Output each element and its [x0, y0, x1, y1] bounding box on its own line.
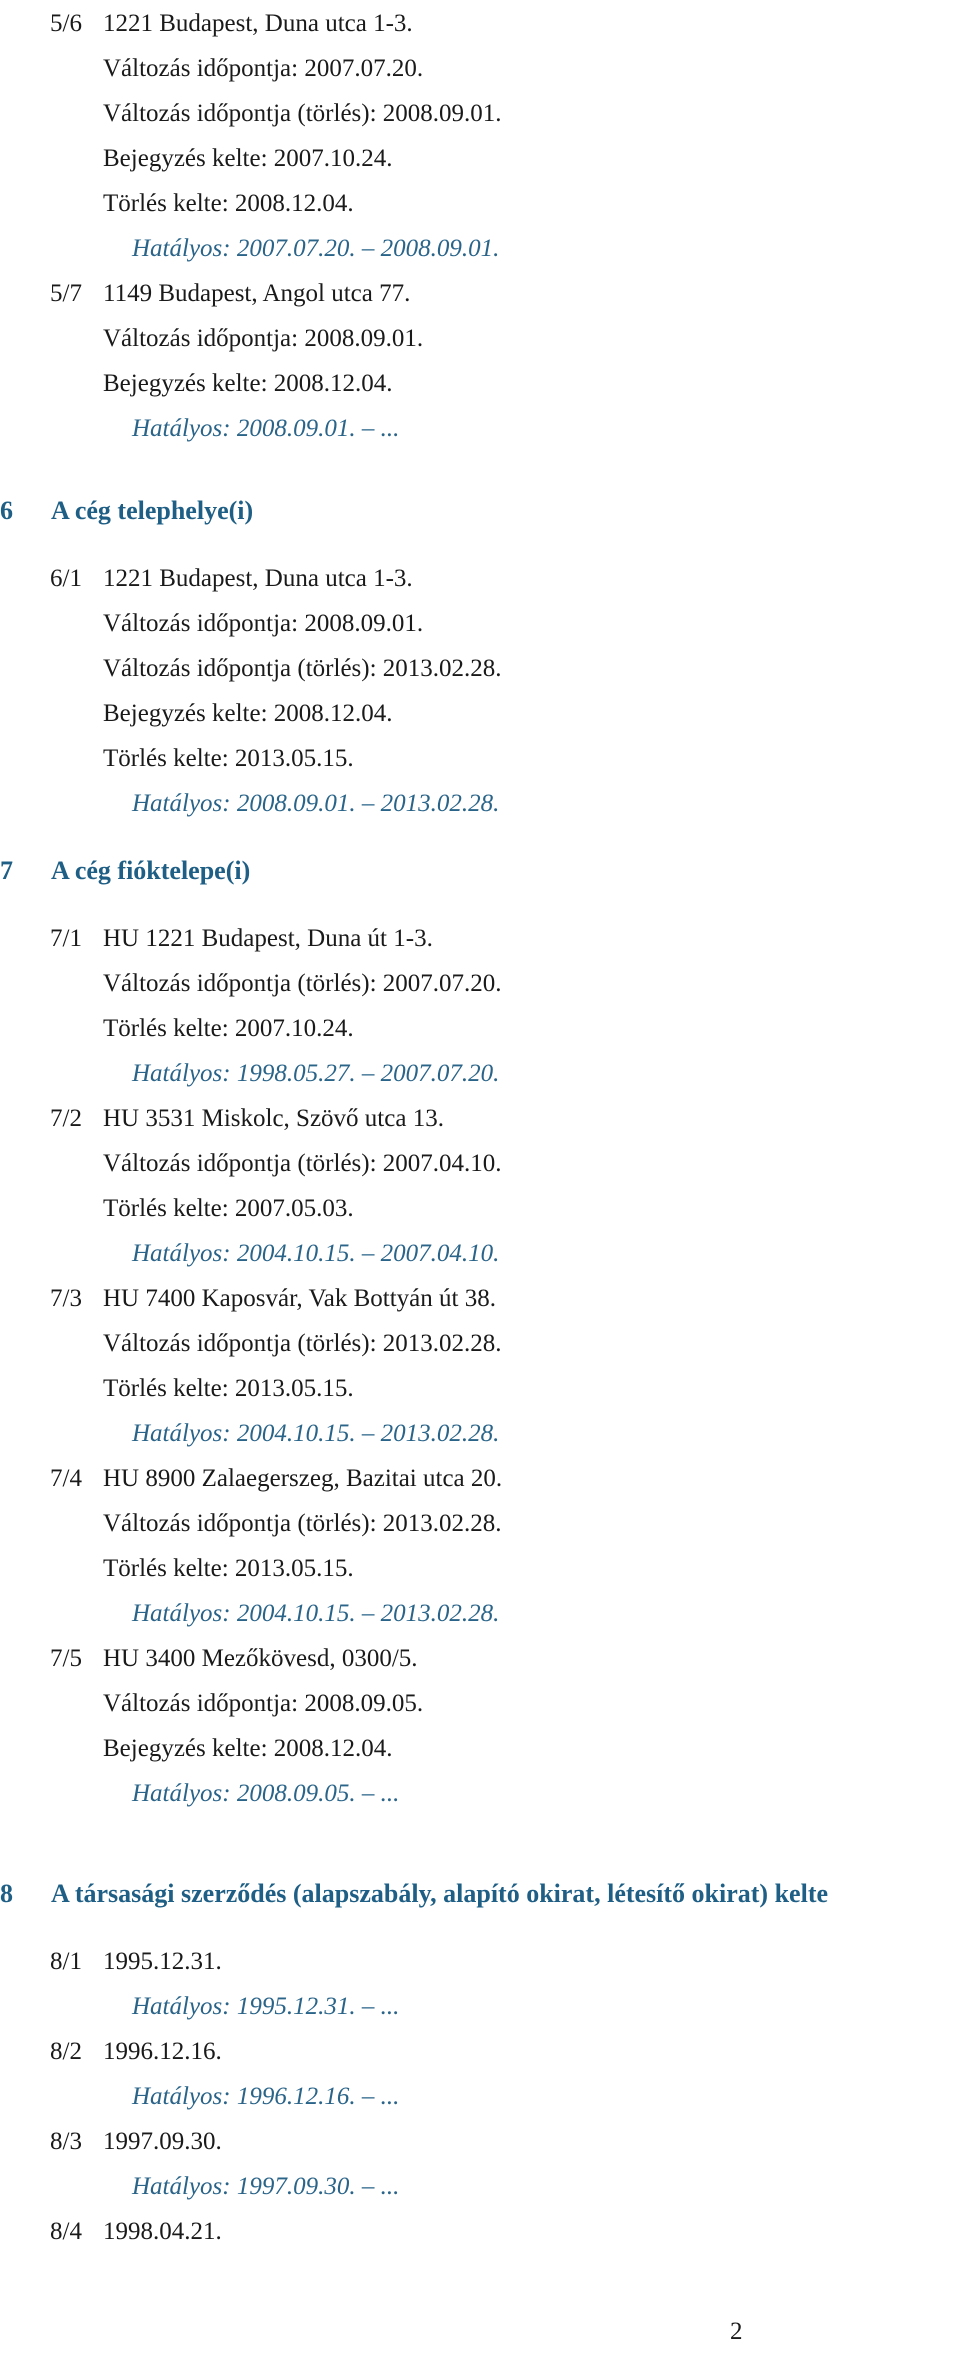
- entry-detail: Törlés kelte: 2013.05.15.: [103, 1555, 354, 1582]
- entry-detail: Változás időpontja: 2008.09.01.: [103, 610, 424, 637]
- entry-id: 5/6: [50, 10, 82, 37]
- entry-value: 1996.12.16.: [103, 2038, 222, 2065]
- entry-detail: Változás időpontja (törlés): 2013.02.28.: [103, 1330, 502, 1357]
- entry-value: HU 3400 Mezőkövesd, 0300/5.: [103, 1645, 418, 1672]
- entry-id: 8/3: [50, 2128, 82, 2155]
- entry-id: 7/5: [50, 1645, 82, 1672]
- entry-validity: Hatályos: 2007.07.20. – 2008.09.01.: [132, 235, 500, 262]
- entry-detail: Változás időpontja (törlés): 2008.09.01.: [103, 100, 502, 127]
- entry-value: 1149 Budapest, Angol utca 77.: [103, 280, 411, 307]
- entry-validity: Hatályos: 2008.09.01. – ...: [132, 415, 400, 442]
- entry-value: 1221 Budapest, Duna utca 1-3.: [103, 10, 413, 37]
- section-title: A cég fióktelepe(i): [51, 856, 251, 885]
- entry-id: 6/1: [50, 565, 82, 592]
- entry-detail: Változás időpontja (törlés): 2013.02.28.: [103, 655, 502, 682]
- entry-id: 7/2: [50, 1105, 82, 1132]
- entry-detail: Törlés kelte: 2008.12.04.: [103, 190, 354, 217]
- entry-detail: Változás időpontja: 2007.07.20.: [103, 55, 424, 82]
- entry-validity: Hatályos: 1998.05.27. – 2007.07.20.: [132, 1060, 500, 1087]
- section-heading: [0, 495, 253, 527]
- entry-value: HU 1221 Budapest, Duna út 1-3.: [103, 925, 433, 952]
- entry-detail: Bejegyzés kelte: 2008.12.04.: [103, 700, 393, 727]
- section-title: A társasági szerződés (alapszabály, alapító okirat, létesítő okirat) kelte: [51, 1879, 829, 1908]
- section-number: 8: [0, 1879, 13, 1908]
- entry-value: 1998.04.21.: [103, 2218, 222, 2245]
- entry-detail: Változás időpontja: 2008.09.01.: [103, 325, 424, 352]
- section-number: 7: [0, 856, 13, 885]
- entry-id: 8/2: [50, 2038, 82, 2065]
- entry-detail: Bejegyzés kelte: 2008.12.04.: [103, 1735, 393, 1762]
- entry-validity: Hatályos: 2008.09.05. – ...: [132, 1780, 400, 1807]
- entry-id: 5/7: [50, 280, 82, 307]
- entry-detail: Bejegyzés kelte: 2007.10.24.: [103, 145, 393, 172]
- entry-validity: Hatályos: 2004.10.15. – 2013.02.28.: [132, 1420, 500, 1447]
- entry-validity: Hatályos: 1995.12.31. – ...: [132, 1993, 400, 2020]
- section-title: A cég telephelye(i): [51, 496, 254, 525]
- entry-validity: Hatályos: 1997.09.30. – ...: [132, 2173, 400, 2200]
- entry-validity: Hatályos: 2004.10.15. – 2007.04.10.: [132, 1240, 500, 1267]
- page-number: 2: [730, 2318, 743, 2345]
- section-heading: [0, 1878, 828, 1910]
- entry-validity: Hatályos: 1996.12.16. – ...: [132, 2083, 400, 2110]
- section-heading: [0, 855, 250, 887]
- entry-detail: Változás időpontja (törlés): 2007.04.10.: [103, 1150, 502, 1177]
- entry-value: HU 7400 Kaposvár, Vak Bottyán út 38.: [103, 1285, 496, 1312]
- entry-id: 8/4: [50, 2218, 82, 2245]
- entry-detail: Törlés kelte: 2013.05.15.: [103, 1375, 354, 1402]
- entry-value: HU 8900 Zalaegerszeg, Bazitai utca 20.: [103, 1465, 503, 1492]
- entry-validity: Hatályos: 2008.09.01. – 2013.02.28.: [132, 790, 500, 817]
- entry-detail: Törlés kelte: 2007.10.24.: [103, 1015, 354, 1042]
- entry-detail: Változás időpontja (törlés): 2007.07.20.: [103, 970, 502, 997]
- entry-value: 1995.12.31.: [103, 1948, 222, 1975]
- entry-detail: Bejegyzés kelte: 2008.12.04.: [103, 370, 393, 397]
- entry-value: 1221 Budapest, Duna utca 1-3.: [103, 565, 413, 592]
- entry-validity: Hatályos: 2004.10.15. – 2013.02.28.: [132, 1600, 500, 1627]
- entry-detail: Változás időpontja: 2008.09.05.: [103, 1690, 424, 1717]
- entry-id: 7/1: [50, 925, 82, 952]
- entry-value: HU 3531 Miskolc, Szövő utca 13.: [103, 1105, 444, 1132]
- entry-detail: Törlés kelte: 2013.05.15.: [103, 745, 354, 772]
- entry-id: 7/3: [50, 1285, 82, 1312]
- entry-detail: Változás időpontja (törlés): 2013.02.28.: [103, 1510, 502, 1537]
- entry-id: 7/4: [50, 1465, 82, 1492]
- entry-value: 1997.09.30.: [103, 2128, 222, 2155]
- section-number: 6: [0, 496, 13, 525]
- entry-id: 8/1: [50, 1948, 82, 1975]
- entry-detail: Törlés kelte: 2007.05.03.: [103, 1195, 354, 1222]
